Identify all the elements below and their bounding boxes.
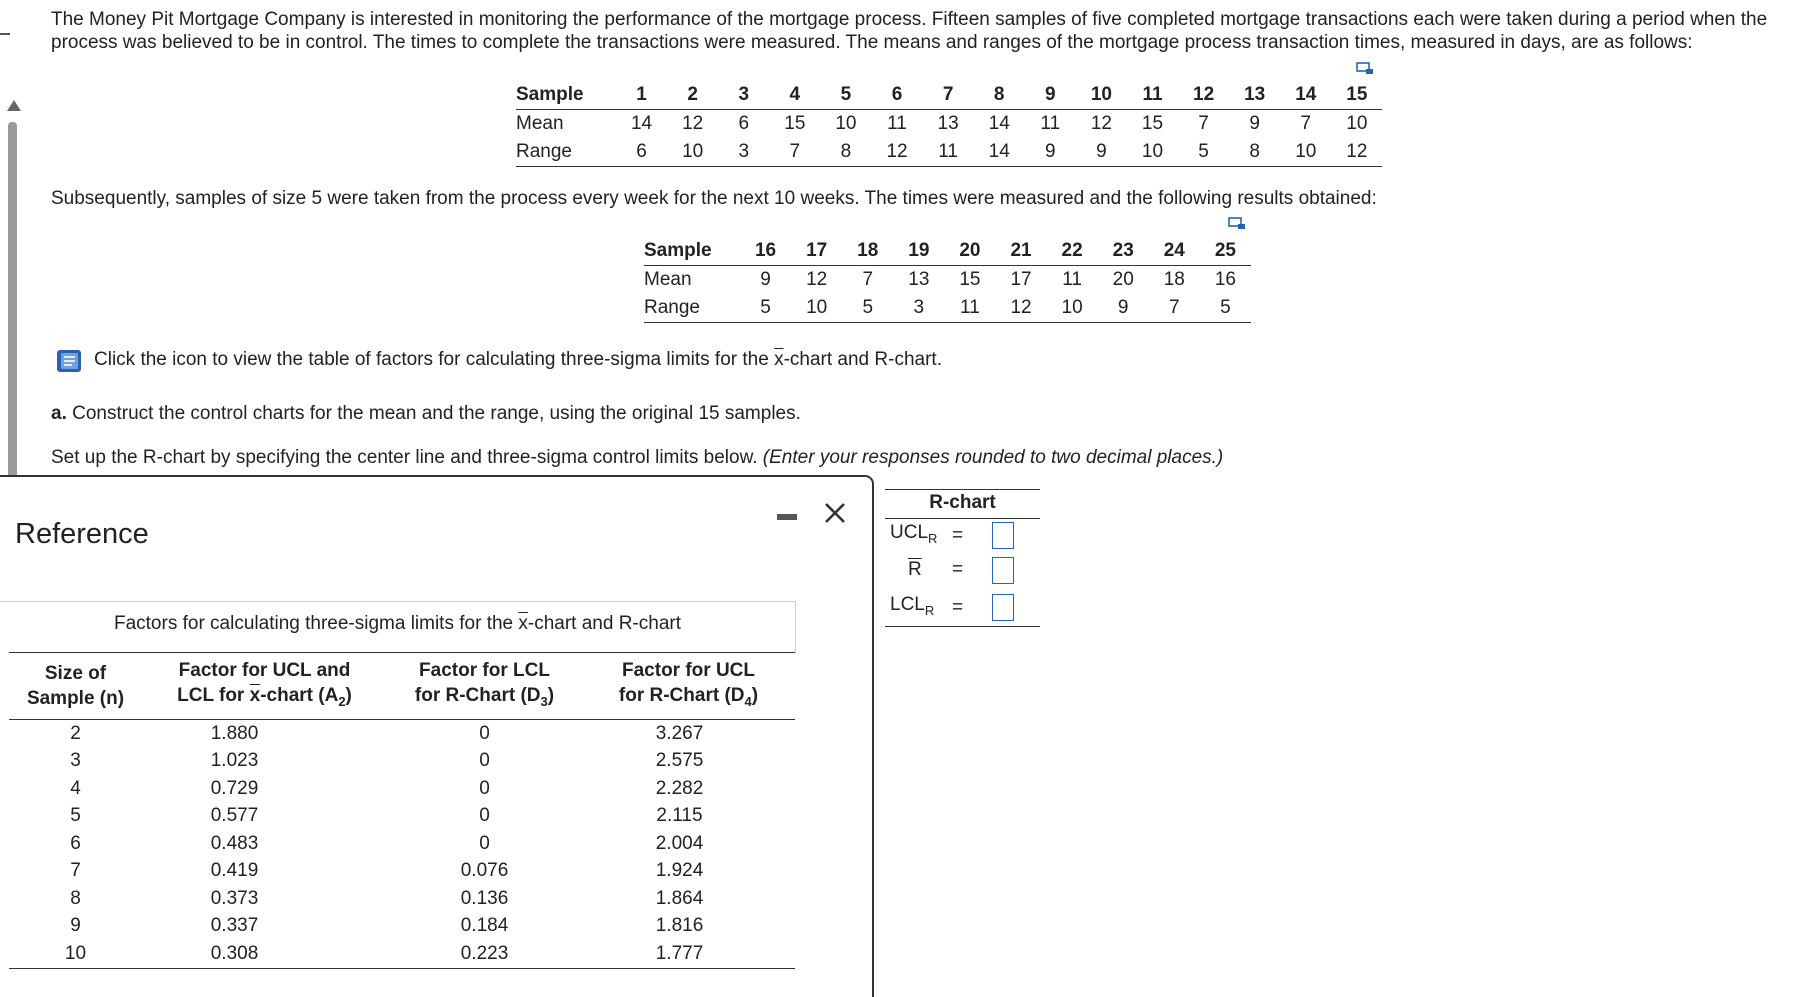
range-cell: 7 — [1149, 294, 1200, 323]
mean-cell: 12 — [682, 113, 704, 134]
mean-cell: 9 — [760, 269, 771, 290]
close-icon[interactable] — [818, 496, 852, 530]
table-row — [9, 775, 795, 803]
original-samples-table — [516, 81, 1382, 167]
rbar-input[interactable] — [992, 557, 1014, 584]
d3-cell: 0 — [479, 722, 490, 744]
d4-cell: 3.267 — [655, 722, 704, 744]
size-cell: 8 — [70, 887, 81, 909]
mean-cell: 11 — [1062, 269, 1082, 290]
range-cell: 9 — [1076, 138, 1127, 167]
range-cell: 8 — [1229, 138, 1280, 167]
mean-cell: 14 — [988, 113, 1010, 134]
range-cell: 6 — [616, 138, 667, 167]
a2-cell: 0.373 — [210, 887, 259, 909]
table-row — [9, 830, 795, 858]
d3-cell: 0 — [479, 777, 490, 799]
sample-cell: 21 — [995, 237, 1046, 266]
copy-table-icon[interactable] — [1356, 62, 1374, 75]
range-cell: 10 — [1280, 138, 1331, 167]
size-cell: 4 — [70, 777, 81, 799]
book-icon[interactable] — [54, 347, 84, 375]
sample-label: Sample — [644, 237, 740, 266]
d4-cell: 1.777 — [582, 940, 795, 968]
d4-cell: 2.115 — [656, 805, 703, 827]
mean-cell: 15 — [784, 113, 806, 134]
sample-cell: 17 — [791, 237, 842, 266]
mean-cell: 13 — [937, 113, 959, 134]
mean-label: Mean — [644, 269, 692, 290]
d4-cell: 2.282 — [655, 777, 704, 799]
range-cell: 11 — [944, 294, 995, 323]
sample-cell: 15 — [1331, 81, 1382, 110]
d3-cell: 0.184 — [460, 915, 509, 937]
sample-cell: 7 — [923, 81, 974, 110]
sample-cell: 24 — [1149, 237, 1200, 266]
ucl-label: $UCL_R$ — [890, 522, 938, 546]
lcl-r-input[interactable] — [992, 594, 1014, 621]
sample-cell: 3 — [718, 81, 769, 110]
rbar-label: $\overline{R}$ — [908, 559, 922, 580]
rchart-bottom-rule — [885, 626, 1040, 627]
table-row — [9, 748, 795, 776]
range-cell: 5 — [1200, 294, 1251, 323]
sample-cell: 6 — [871, 81, 922, 110]
lcl-equals: = — [952, 597, 964, 618]
table-row — [9, 803, 795, 831]
rchart-top-rule — [885, 489, 1040, 490]
mean-label: Mean — [516, 113, 564, 134]
range-cell: 10 — [1047, 294, 1098, 323]
mean-cell: 16 — [1214, 269, 1236, 290]
factors-table-title: Factors for calculating three-sigma limits for the $\overline{x}$-chart and R-chart — [113, 613, 682, 634]
range-cell: 10 — [791, 294, 842, 323]
sample-cell: 22 — [1047, 237, 1098, 266]
table-row — [9, 913, 795, 941]
mean-cell: 13 — [908, 269, 930, 290]
rchart-title: R-chart — [929, 492, 996, 513]
d3-cell: 0 — [479, 832, 490, 854]
range-cell: 12 — [1331, 138, 1382, 167]
range-cell: 12 — [995, 294, 1046, 323]
sample-cell: 20 — [944, 237, 995, 266]
d4-cell: 1.816 — [655, 915, 704, 937]
range-cell: 3 — [718, 138, 769, 167]
a2-cell: 0.729 — [210, 777, 259, 799]
lcl-label: $LCL_R$ — [890, 594, 935, 618]
range-cell: 12 — [871, 138, 922, 167]
table-row — [516, 110, 1382, 139]
sample-cell: 13 — [1229, 81, 1280, 110]
a2-cell: 0.483 — [210, 832, 259, 854]
sample-cell: 16 — [740, 237, 791, 266]
range-cell: 7 — [769, 138, 820, 167]
sample-cell: 2 — [667, 81, 718, 110]
mean-cell: 7 — [862, 269, 874, 290]
range-cell: 5 — [842, 294, 893, 323]
mean-cell: 7 — [1300, 113, 1312, 134]
range-label: Range — [644, 294, 740, 323]
ucl-r-input[interactable] — [992, 522, 1014, 549]
subsequent-samples-table — [644, 237, 1251, 323]
reference-title: Reference — [15, 518, 149, 550]
col-d4-header: Factor for UCL for R-Chart $(D_4)$ — [582, 653, 795, 720]
table-row — [644, 237, 1251, 266]
mean-cell: 15 — [959, 269, 981, 290]
factors-table — [9, 652, 795, 969]
table-row — [9, 720, 795, 748]
sample-cell: 10 — [1076, 81, 1127, 110]
a2-cell: 0.419 — [210, 860, 259, 882]
size-cell: 7 — [70, 860, 81, 882]
col-d3-header: Factor for LCL for R-Chart $(D_3)$ — [387, 653, 582, 720]
mean-cell: 11 — [887, 113, 907, 134]
sample-cell: 18 — [842, 237, 893, 266]
range-cell: 9 — [1025, 138, 1076, 167]
range-label: Range — [516, 138, 616, 167]
size-cell: 5 — [70, 805, 81, 827]
sample-cell: 9 — [1025, 81, 1076, 110]
table-row — [644, 294, 1251, 323]
d3-cell: 0.136 — [460, 887, 509, 909]
range-cell: 3 — [893, 294, 944, 323]
sample-cell: 11 — [1127, 81, 1178, 110]
range-cell: 14 — [974, 138, 1025, 167]
sample-cell: 4 — [769, 81, 820, 110]
d3-cell: 0.223 — [387, 940, 582, 968]
range-cell: 10 — [667, 138, 718, 167]
range-cell: 5 — [1178, 138, 1229, 167]
setup-instruction: Set up the R-chart by specifying the center line and three-sigma control limits below. (Enter your responses rounded to two decimal places.) — [51, 447, 1224, 468]
table-row — [516, 138, 1382, 167]
ucl-equals: = — [952, 525, 964, 546]
range-cell: 10 — [1127, 138, 1178, 167]
sample-cell: 1 — [616, 81, 667, 110]
sample-cell: 8 — [974, 81, 1025, 110]
mean-cell: 17 — [1010, 269, 1032, 290]
sample-label: Sample — [516, 81, 616, 110]
range-cell: 9 — [1098, 294, 1149, 323]
sample-cell: 19 — [893, 237, 944, 266]
mean-cell: 10 — [1346, 113, 1368, 134]
rchart-header-rule — [885, 518, 1040, 519]
d4-cell: 1.864 — [655, 887, 704, 909]
table-row — [516, 81, 1382, 110]
mean-cell: 12 — [1090, 113, 1112, 134]
problem-intro: The Money Pit Mortgage Company is interested in monitoring the performance of the mortgage process. Fifteen samples of five completed mortgage transactions each were taken during a period when the process was believed to be in control. The times to complete the transactions were measured. The means and ranges of the mortgage process transaction times, measured in days, are as follows: — [51, 9, 1768, 53]
size-cell: 9 — [70, 915, 81, 937]
mean-cell: 15 — [1141, 113, 1164, 134]
a2-cell: 0.577 — [210, 805, 259, 827]
copy-table-icon[interactable] — [1228, 217, 1246, 230]
col-a2-header: Factor for UCL and LCL for $\overline{x}$-chart $(A_2)$ — [142, 653, 387, 720]
mean-cell: 14 — [630, 113, 653, 134]
sample-cell: 12 — [1178, 81, 1229, 110]
help-line[interactable]: Click the icon to view the table of factors for calculating three-sigma limits for the $\overline{x}$-chart and R-chart. — [94, 349, 942, 370]
d3-cell: 0 — [479, 805, 490, 827]
part-a-question: a. Construct the control charts for the mean and the range, using the original 15 samples. — [51, 403, 801, 424]
d3-cell: 0 — [479, 750, 490, 772]
table-row — [9, 885, 795, 913]
a2-cell: 0.308 — [142, 940, 387, 968]
subsequent-text: Subsequently, samples of size 5 were taken from the process every week for the next 10 weeks. The times were measured and the following results obtained: — [51, 188, 1377, 209]
mean-cell: 6 — [738, 113, 750, 134]
rbar-equals: = — [952, 559, 964, 580]
mean-cell: 7 — [1198, 113, 1209, 134]
d4-cell: 2.575 — [655, 750, 704, 772]
scrollbar-thumb[interactable] — [8, 122, 17, 482]
table-row — [9, 858, 795, 886]
mean-cell: 11 — [1040, 113, 1061, 134]
mean-cell: 18 — [1163, 269, 1185, 290]
d4-cell: 1.924 — [655, 860, 704, 882]
mean-cell: 9 — [1249, 113, 1260, 134]
table-row — [644, 266, 1251, 295]
mean-cell: 20 — [1112, 269, 1134, 290]
table-row — [9, 940, 795, 968]
range-cell: 5 — [740, 294, 791, 323]
collapse-mark — [0, 33, 10, 35]
sample-cell: 14 — [1280, 81, 1331, 110]
minimize-icon[interactable] — [777, 514, 797, 520]
range-cell: 8 — [820, 138, 871, 167]
mean-cell: 10 — [835, 113, 857, 134]
d3-cell: 0.076 — [460, 860, 509, 882]
sample-cell: 5 — [820, 81, 871, 110]
mean-cell: 12 — [806, 269, 828, 290]
scroll-up-arrow[interactable] — [7, 100, 21, 111]
a2-cell: 0.337 — [210, 915, 259, 937]
size-cell: 2 — [70, 722, 81, 744]
size-cell: 3 — [70, 750, 81, 772]
sample-cell: 25 — [1200, 237, 1251, 266]
range-cell: 11 — [923, 138, 974, 167]
d4-cell: 2.004 — [655, 832, 704, 854]
size-cell: 10 — [9, 940, 142, 968]
size-cell: 6 — [70, 832, 81, 854]
a2-cell: 1.023 — [210, 750, 259, 772]
sample-cell: 23 — [1098, 237, 1149, 266]
col-size-header: Size of Sample (n) — [9, 653, 142, 720]
a2-cell: 1.880 — [210, 722, 259, 744]
